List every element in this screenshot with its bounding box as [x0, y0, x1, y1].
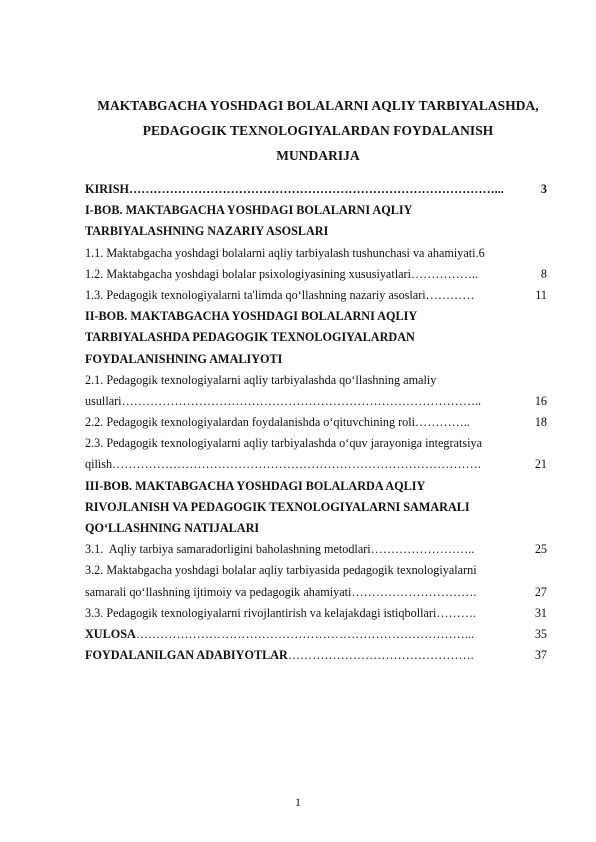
toc-entry-3-2-line-1: 3.2. Maktabgacha yoshdagi bolalar aqliy tarbiyasida pedagogik texnologiyalarni	[85, 563, 477, 578]
toc-entry-title: 3.3. Pedagogik texnologiyalarni rivojlantirish va kelajakdagi istiqbollari	[85, 605, 437, 620]
toc-page-number: 35	[534, 626, 547, 641]
toc-entry-xulosa	[85, 624, 547, 645]
toc-page-number: 11	[535, 287, 547, 302]
toc-entry-title: XULOSA	[85, 626, 136, 641]
toc-leader-dots: …………..	[415, 415, 470, 430]
toc-page-number: 16	[534, 393, 547, 408]
toc-leader-dots: ……………………………………….	[287, 648, 474, 663]
table-of-contents	[85, 179, 547, 666]
toc-page-number: 37	[534, 648, 547, 663]
toc-chapter-3-line-2: RIVOJLANISH VA PEDAGOGIK TEXNOLOGIYALARNI SAMARALI	[85, 499, 470, 514]
toc-chapter-2-line-1: II-BOB. MAKTABGACHA YOSHDAGI BOLALARNI AQLIY	[85, 309, 418, 324]
toc-chapter-3-line-3: QO‘LLASHNING NATIJALARI	[85, 521, 260, 535]
page-number: 1	[295, 795, 301, 809]
toc-entry-2-2	[85, 412, 547, 433]
toc-leader-dots: ……………………………………………………………………………….	[112, 457, 481, 472]
toc-entry-3-1	[85, 539, 547, 560]
toc-entry-1-3	[85, 285, 547, 306]
toc-entry-title: FOYDALANILGAN ADABIYOTLAR	[85, 648, 288, 663]
toc-entry-title: samarali qo‘llashning ijtimoiy va pedagogik ahamiyati	[85, 584, 352, 599]
toc-leader-dots: ……….	[436, 605, 476, 620]
toc-page-number: 25	[534, 542, 547, 557]
toc-entry-title: usullari	[85, 393, 122, 408]
toc-page-number: 18	[534, 415, 547, 430]
toc-page-number: 8	[540, 266, 547, 281]
toc-chapter-3-line-1: III-BOB. MAKTABGACHA YOSHDAGI BOLALARDA AQLIY	[85, 478, 426, 493]
toc-chapter-1-line-2: TARBIYALASHNING NAZARIY ASOSLARI	[85, 224, 329, 239]
toc-entry-title: 3.1. Aqliy tarbiya samaradorligini baholashning metodlari	[85, 542, 371, 557]
toc-leader-dots: ……………………..	[370, 542, 475, 557]
toc-entry-adabiyotlar	[85, 645, 547, 666]
toc-page-number: 3	[540, 182, 547, 196]
toc-entry-2-3-line-1: 2.3. Pedagogik texnologiyalarni aqliy tarbiyalashda o‘quv jarayoniga integratsiya	[85, 436, 482, 451]
toc-chapter-2-line-3: FOYDALANISHNING AMALIYOTI	[85, 351, 283, 366]
toc-leader-dots: …………	[425, 287, 475, 302]
toc-entry-title: 1.3. Pedagogik texnologiyalarni ta'limda qo‘llashning nazariy asoslari	[85, 287, 426, 302]
toc-chapter-2-line-2: TARBIYALASHDA PEDAGOGIK TEXNOLOGIYALARDAN	[85, 330, 415, 345]
toc-entry-title: 1.2. Maktabgacha yoshdagi bolalar psixologiyasining xususiyatlari	[85, 266, 411, 281]
toc-leader-dots: ……………..	[410, 266, 478, 281]
toc-entry-title: KIRISH	[85, 182, 130, 196]
toc-entry-3-3	[85, 603, 547, 624]
toc-entry-1-1	[85, 243, 547, 264]
toc-page-number: 6	[478, 245, 485, 260]
toc-entry-title: 1.1. Maktabgacha yoshdagi bolalarni aqliy tarbiyalash tushunchasi va ahamiyati.	[85, 245, 479, 260]
toc-page-number: 21	[534, 457, 547, 472]
toc-entry-title: 2.2. Pedagogik texnologiyalardan foydalanishda o‘qituvchining roli	[85, 415, 416, 430]
toc-leader-dots: ……………………………………………………………………………..	[121, 393, 482, 408]
toc-page-number: 31	[534, 605, 547, 620]
toc-entry-3-2-line-2	[85, 582, 547, 603]
toc-leader-dots: ………………………………………………………………………………...	[129, 182, 504, 196]
toc-entry-title: qilish	[85, 457, 113, 472]
document-title-line-2: PEDAGOGIK TEXNOLOGIYALARDAN FOYDALANISH	[142, 123, 494, 138]
toc-leader-dots: ………………………….	[351, 584, 477, 599]
toc-entry-2-1-line-2	[85, 391, 547, 412]
toc-entry-2-1-line-1: 2.1. Pedagogik texnologiyalarni aqliy tarbiyalashda qo‘llashning amaliy	[85, 372, 437, 387]
toc-chapter-1-line-1: I-BOB. MAKTABGACHA YOSHDAGI BOLALARNI AQLIY	[85, 203, 413, 218]
toc-page-number: 27	[534, 584, 547, 599]
document-title-line-1: MAKTABGACHA YOSHDAGI BOLALARNI AQLIY TARBIYALASHDA,	[97, 98, 539, 113]
contents-heading: MUNDARIJA	[276, 148, 360, 163]
toc-entry-2-3-line-2	[85, 454, 547, 475]
toc-leader-dots: ………………………………………………………………………...	[135, 626, 474, 641]
toc-entry-kirish	[85, 179, 547, 200]
toc-entry-1-2	[85, 264, 547, 285]
